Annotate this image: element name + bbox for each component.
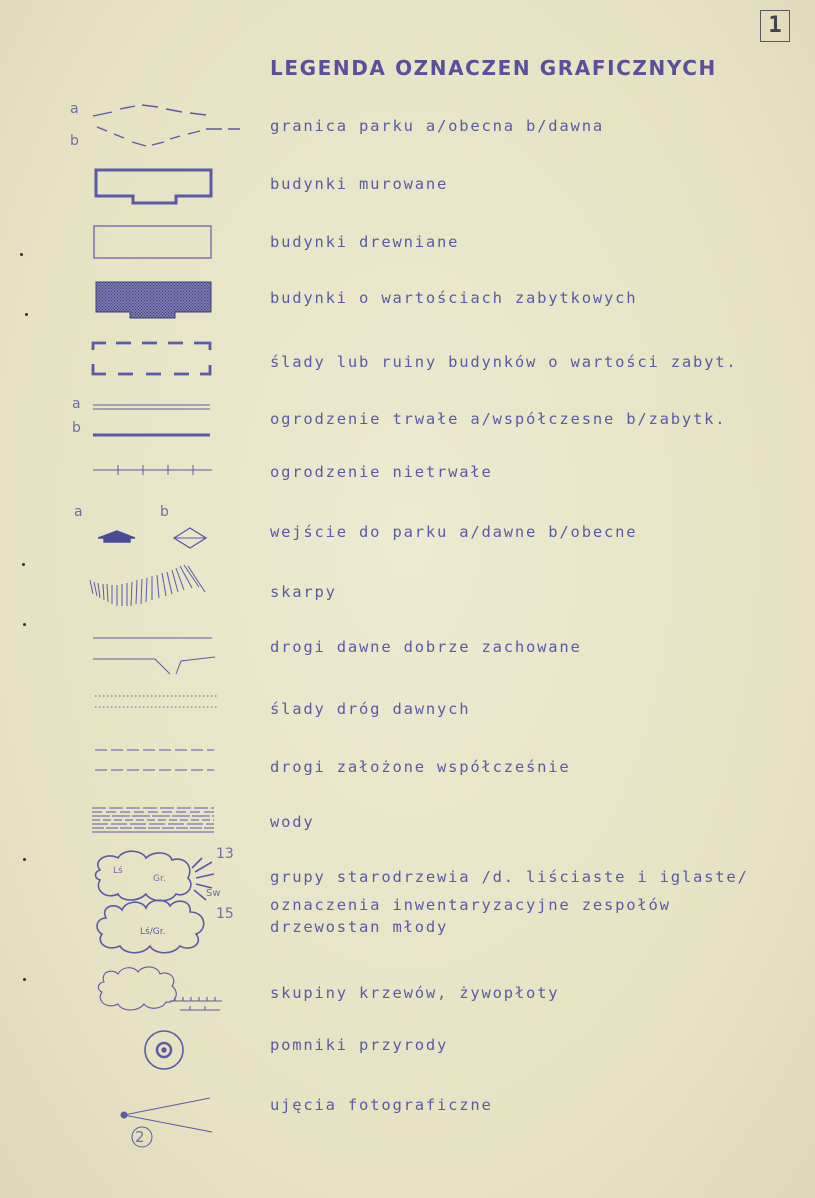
temporary-fence-icon xyxy=(93,465,212,475)
historic-building-icon xyxy=(96,282,211,318)
legend-label-historic-buildings: budynki o wartościach zabytkowych xyxy=(270,289,638,307)
legend-label-masonry-buildings: budynki murowane xyxy=(270,175,449,193)
mark-b: b xyxy=(160,504,169,520)
legend-label-old-trees: grupy starodrzewia /d. liściaste i iglaste/ xyxy=(270,868,749,886)
legend-label-old-roads: drogi dawne dobrze zachowane xyxy=(270,638,582,656)
legend-label-shrubs: skupiny krzewów, żywopłoty xyxy=(270,984,560,1002)
svg-text:Lś/Gr.: Lś/Gr. xyxy=(140,927,166,937)
legend-label-water: wody xyxy=(270,813,315,831)
wooden-building-icon xyxy=(94,226,211,258)
mark-a: a xyxy=(74,504,83,520)
mark-a: a xyxy=(72,396,81,412)
park-entrance-icon xyxy=(98,528,206,548)
legend-label-building-ruins: ślady lub ruiny budynków o wartości zabyt. xyxy=(270,353,738,371)
tree-group-number: 13 xyxy=(216,846,234,862)
tree-code: Gr. xyxy=(153,874,166,884)
legend-title: LEGENDA OZNACZEN GRAFICZNYCH xyxy=(270,56,717,80)
legend-label-natural-monuments: pomniki przyrody xyxy=(270,1036,449,1054)
masonry-building-icon xyxy=(96,170,211,203)
legend-label-young-trees: drzewostan młody xyxy=(270,918,449,936)
photo-view-icon xyxy=(121,1098,212,1147)
water-icon xyxy=(92,808,214,832)
tree-group-number: 15 xyxy=(216,906,234,922)
legend-label-photo-views: ujęcia fotograficzne xyxy=(270,1096,493,1114)
tree-code: Św xyxy=(206,888,221,899)
legend-label-modern-roads: drogi założone współcześnie xyxy=(270,758,571,776)
mark-b: b xyxy=(72,420,81,436)
legend-label-park-entrance: wejście do parku a/dawne b/obecne xyxy=(270,523,638,541)
legend-label-slopes: skarpy xyxy=(270,583,337,601)
legend-label-fences: ogrodzenie trwałe a/współczesne b/zabytk. xyxy=(270,410,727,428)
legend-label-park-boundary: granica parku a/obecna b/dawna xyxy=(270,117,604,135)
modern-road-icon xyxy=(95,750,214,770)
road-traces-icon xyxy=(95,696,218,707)
mark-b: b xyxy=(70,133,79,149)
fence-lines-icon xyxy=(93,405,210,435)
tree-code: Lś xyxy=(113,866,123,876)
photo-number: 2 xyxy=(135,1128,145,1146)
mark-a: a xyxy=(70,101,79,117)
old-tree-group-icon xyxy=(96,851,215,953)
old-road-icon xyxy=(93,638,215,674)
slope-hatch-icon xyxy=(90,565,205,606)
sheet-number-box: 1 xyxy=(760,10,790,42)
legend-label-inventory-marks: oznaczenia inwentaryzacyjne zespołów xyxy=(270,896,671,914)
building-ruins-icon xyxy=(93,343,210,374)
shrub-group-icon xyxy=(98,967,222,1010)
legend-label-road-traces: ślady dróg dawnych xyxy=(270,700,471,718)
natural-monument-icon xyxy=(145,1031,183,1069)
legend-label-temporary-fence: ogrodzenie nietrwałe xyxy=(270,463,493,481)
boundary-dashed-icon xyxy=(93,105,240,146)
legend-label-wooden-buildings: budynki drewniane xyxy=(270,233,460,251)
